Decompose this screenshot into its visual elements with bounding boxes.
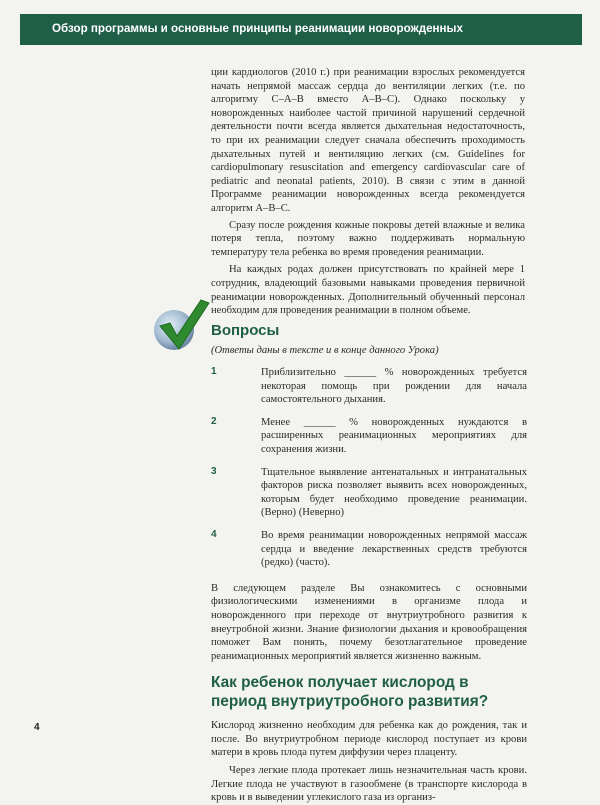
question-text: Тщательное выявление антенатальных и интранатальных факторов риска позволяет выявить всех новорожденных, которым будет необходимо проведение реанимации. (Верно) (Неверно) <box>261 466 527 519</box>
paragraph-3: На каждых родах должен присутствовать по крайней мере 1 сотрудник, владеющий базовыми навыками проведения первичной реанимации новорожденных. Дополнительный обученный персонал необходим для проведения реанимации в полном объеме. <box>211 264 525 317</box>
chapter-header-bar <box>20 14 582 45</box>
question-text: Менее ______ % новорожденных нуждаются в расширенных реанимационных мероприятиях для сохранения жизни. <box>261 416 527 455</box>
questions-subtitle: (Ответы даны в тексте и в конце данного Урока) <box>211 345 439 356</box>
question-text: Во время реанимации новорожденных непрямой массаж сердца и введение лекарственных средств требуются (редко) (часто). <box>261 529 527 569</box>
question-text: Приблизительно ______ % новорожденных требуется некоторая помощь при рождении для начала самостоятельного дыхания. <box>261 367 527 406</box>
transition-paragraph: В следующем разделе Вы ознакомитесь с основными физиологическими изменениями в организме плода и новорожденного при переходе от внутриутробного развития к внеутробной жизни. Знание физиологии дыхания и кровообращения поможет Вам понять, почему безотлагательное проведение реанимационных мероприятий является жизненно важным. <box>211 582 527 662</box>
question-number: 3 <box>211 465 217 477</box>
question-item <box>211 366 527 407</box>
question-number: 2 <box>211 415 217 427</box>
question-number: 1 <box>211 366 217 377</box>
question-item <box>211 466 527 520</box>
page-number: 4 <box>34 722 40 733</box>
question-number: 4 <box>211 528 217 540</box>
checkmark-icon <box>152 296 212 356</box>
section-paragraph-2: Через легкие плода протекает лишь незначительная часть крови. Легкие плода не участвуют в газообмене (в транспорте кислорода в кровь и в выведении углекислого газа из организ- <box>211 765 527 804</box>
intro-text <box>211 66 525 318</box>
section-paragraph-1: Кислород жизненно необходим для ребенка как до рождения, так и после. Во внутриутробном периоде кислород поступает из крови матери в кровь плода путем диффузии через плаценту. <box>211 720 527 759</box>
paragraph-2: Сразу после рождения кожные покровы детей влажные и велика потеря тепла, поэтому важно поддерживать нормальную температуру тела ребенка во время проведения реанимации. <box>211 219 525 258</box>
question-item <box>211 416 527 457</box>
question-item <box>211 529 527 570</box>
chapter-title: Обзор программы и основные принципы реанимации новорожденных <box>52 22 463 35</box>
questions-section <box>211 322 527 805</box>
questions-title: Вопросы <box>211 322 280 339</box>
paragraph-1: ции кардиологов (2010 г.) при реанимации взрослых рекомендуется начать непрямой массаж сердца до вентиляции легких (т.е. по алгоритму С–А–В вместо А–В–С). Однако поскольку у новорожденных наиболее частой причиной нарушений сердечной деятельности почти всегда является дыхательная недостаточность, то при их реанимации следует сначала обеспечить проходимость дыхательных путей и вентиляцию легких (см. Guidelines for cardiopulmonary resuscitation and emergency cardiovascular care of pediatric and neonatal patients, 2010). В связи с этим в данной Программе реанимации новорожденных всегда рекомендуется алгоритм А–В–С. <box>211 67 525 214</box>
section-heading: Как ребенок получает кислород в период внутриутробного развития? <box>211 674 489 711</box>
